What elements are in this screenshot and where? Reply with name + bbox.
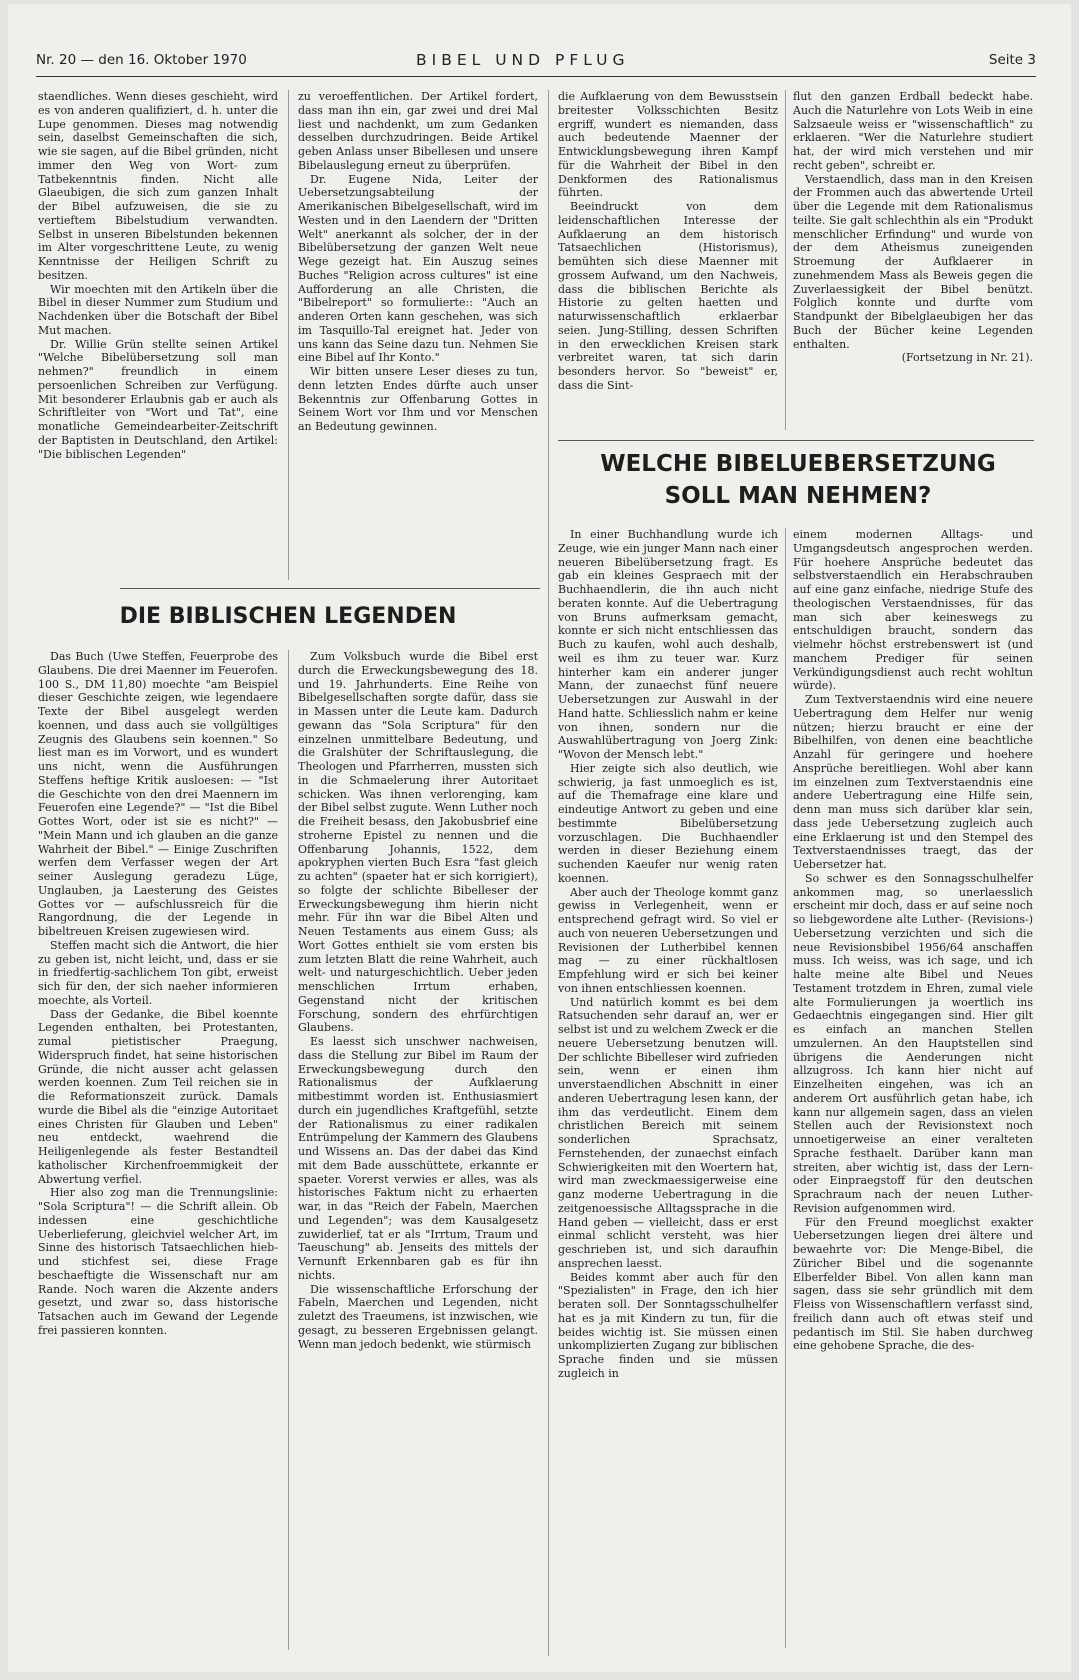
paragraph: Zum Volksbuch wurde die Bibel erst durch die Erweckungsbewegung des 18. und 19. Jahrhunderts. Eine Reihe von Bibelgesellschaften sorgte dafür, dass sie in Massen unter die Leute kam. Dadurch gewann das "Sola Scriptura" für den einzelnen unmittelbare Bedeutung, und die Gralshüter der Schriftauslegung, die Theologen und Pfarrherren, mussten sich in die Schmaelerung ihrer Autoritaet schicken. Was ihnen verlorenging, kam der Bibel selbst zugute. Wenn Luther noch die Freiheit besass, den Jakobusbrief eine stroherne Epistel zu nennen und die Offenbarung Johannis, 1522, dem apokryphen vierten Buch Esra "fast gleich zu achten" (spaeter hat er sich korrigiert), so folgte der schlichte Bibelleser der Erweckungsbewegung ihm hierin nicht mehr. Für ihn war die Bibel Alten und Neuen Testaments aus einem Guss; als Wort Gottes enthielt sie vom ersten bis zum letzten Blatt die reine Wahrheit, auch welt- und naturgeschichtlich. Ueber jeden menschlichen Irrtum erhaben, Gegenstand nicht der kritischen Forschung, sondern des ehrfürchtigen Glaubens. — [298, 650, 538, 1035]
paragraph: zu veroeffentlichen. Der Artikel fordert, dass man ihn ein, gar zwei und drei Mal liest und nachdenkt, um zum Gedanken desselben durchzudringen. Beide Artikel geben Anlass unser Bibellesen und unsere Bibelauslegung erneut zu überprüfen. — [298, 90, 538, 172]
section-rule — [120, 588, 540, 589]
paragraph: die Aufklaerung von dem Bewusstsein breitester Volksschichten Besitz ergriff, wundert es niemanden, dass auch bedeutende Maenner der Entwicklungsbewegung ihren Kampf für die Wahrheit der Bibel in den Denkformen des Rationalismus führten. — [558, 90, 778, 200]
uebersetzung-column-2 — [793, 528, 1033, 1656]
paragraph: Dr. Willie Grün stellte seinen Artikel "Welche Bibelübersetzung soll man nehmen?" freundlich in einem persoenlichen Schreiben zur Verfügung. Mit besonderer Erlaubnis gab er auch als Schriftleiter von "Wort und Tat", eine monatliche Gemeindearbeiter-Zeitschrift der Baptisten in Deutschland, den Artikel: "Die biblischen Legenden" — [38, 337, 278, 461]
paragraph: einem modernen Alltags- und Umgangsdeutsch angesprochen werden. Für hoehere Ansprüche bedeutet das selbstverstaendlich ein Herabschrauben auf eine ganz einfache, niedrige Stufe des theologischen Verstaendnisses, für das man sich aber keineswegs zu entschuldigen braucht, sondern das vielmehr höchst erstrebenswert ist (und manchem Prediger für seinen Verkündigungsdienst auch recht wohltun würde). — [793, 528, 1033, 693]
page-header — [36, 50, 1036, 74]
paragraph: So schwer es den Sonnagsschulhelfer ankommen mag, so unerlaesslich erscheint mir doch, dass er auf seine noch so liebgewordene alte Luther- (Revisions-) Uebersetzung verzichten und sich die neue Revisionsbibel 1956/64 anschaffen muss. Ich weiss, was ich sage, und ich halte meine alte Bibel und Neues Testament trotzdem in Ehren, zumal viele alte Formulierungen ja woertlich ins Gedaechtnis eingegangen sind. Hier gilt es einfach an manchen Stellen umzulernen. An den Hauptstellen sind übrigens die Aenderungen nicht allzugross. Ich kann hier nicht auf Einzelheiten eingehen, was ich an anderem Ort ausführlich getan habe, ich kann nur allgemein sagen, dass an vielen Stellen auch der Revisionstext noch unnoetigerweise an einer veralteten Sprache festhaelt. Darüber kann man streiten, aber wichtig ist, dass der Lern- oder Einpraegstoff für den deutschen Sprachraum nach der neuen Luther-Revision aufgenommen wird. — [793, 871, 1033, 1215]
intro-column-2 — [298, 90, 538, 583]
legenden-continued-column-2 — [793, 90, 1033, 435]
column-divider — [785, 528, 786, 1648]
page-number: Seite 3 — [988, 52, 1036, 68]
paragraph: Für den Freund moeglichst exakter Uebersetzungen liegen drei ältere und bewaehrte vor: Die Menge-Bibel, die Züricher Bibel und die sogenannte Elberfelder Bibel. Von allen kann man sagen, dass sie sehr gründlich mit dem Fleiss von Wissenschaftlern verfasst sind, freilich dann auch oft etwas steif und pedantisch im Stil. Sie haben durchweg eine gehobene Sprache, die des- — [793, 1215, 1033, 1353]
paragraph: staendliches. Wenn dieses geschieht, wird es von anderen qualifiziert, d. h. unter die Lupe genommen. Dieses mag notwendig sein, daselbst Gemeinschaften die sich, wie sie sagen, auf die Bibel gründen, nicht immer den Weg von Wort- zum Tatbekenntnis finden. Nicht alle Glaeubigen, die sich zum ganzen Inhalt der Bibel aufzuweisen, die sie zu vertieftem Bibelstudium verwandten. Selbst in unseren Bibelstunden bekennen im Alter vorgeschrittene Leute, zu wenig Kenntnisse der Heiligen Schrift zu besitzen. — [38, 90, 278, 282]
paragraph: Beides kommt aber auch für den "Spezialisten" in Frage, den ich hier beraten soll. Der Sonntagsschulhelfer hat es ja mit Kindern zu tun, für die beides wichtig ist. Sie müssen einen unkomplizierten Zugang zur biblischen Sprache finden und sie müssen zugleich in — [558, 1270, 778, 1380]
column-divider — [288, 90, 289, 580]
paragraph: Aber auch der Theologe kommt ganz gewiss in Verlegenheit, wenn er entsprechend gefragt wird. So viel er auch von neueren Uebersetzungen und Revisionen der Lutherbibel kennen mag — zu einer rückhaltlosen Empfehlung wird er sich bei keiner von ihnen entschliessen koennen. — [558, 885, 778, 995]
legenden-column-1 — [38, 650, 278, 1656]
paragraph: Das Buch (Uwe Steffen, Feuerprobe des Glaubens. Die drei Maenner im Feuerofen. 100 S., DM 11,80) moechte "am Beispiel dieser Geschichte zeigen, wie legendaere Texte der Bibel ausgelegt werden koennen, und dass auch sie vollgültiges Zeugnis des Glaubens sein koennen." So liest man es im Vorwort, und es wundert uns nicht, wenn die Ausführungen Steffens heftige Kritik ausloesen: — "Ist die Geschichte von den drei Maennern im Feuerofen eine Legende?" — "Ist die Bibel Gottes Wort, oder ist sie es nicht?" — "Mein Mann und ich glauben an die ganze Wahrheit der Bibel." — Einige Zuschriften werfen dem Verfasser wegen der Art seiner Auslegung geradezu Lüge, Unglauben, ja Laesterung des Geistes Gottes vor — aufschlussreich für die Rangordnung, die der Legende in bibeltreuen Kreisen zugewiesen wird. — [38, 650, 278, 938]
column-divider — [785, 90, 786, 430]
paragraph: Hier zeigte sich also deutlich, wie schwierig, ja fast unmoeglich es ist, auf die Themafrage eine klare und eindeutige Antwort zu geben und eine bestimmte Bibelübersetzung vorzuschlagen. Die Buchhaendler werden in dieser Beziehung einem suchenden Kaeufer nur wenig raten koennen. — [558, 761, 778, 885]
paragraph: Beeindruckt von dem leidenschaftlichen Interesse der Aufklaerung an dem historisch Tatsaechlichen (Historismus), bemühten sich diese Maenner mit grossem Aufwand, um den Nachweis, dass die biblischen Berichte als Historie zu gelten haetten und naturwissenschaftlich erklaerbar seien. Jung-Stilling, dessen Schriften in den erwecklichen Kreisen stark verbreitet waren, tat sich darin besonders hervor. So "beweist" er, dass die Sint- — [558, 200, 778, 392]
paragraph: Verstaendlich, dass man in den Kreisen der Frommen auch das abwertende Urteil über die Legende mit dem Rationalismus teilte. Sie galt schlechthin als ein "Produkt menschlicher Erfindung" und wurde von der dem Atheismus zuneigenden Stroemung der Aufklaerer in zunehmendem Mass als Beweis gegen die Zuverlaessigkeit der Bibel benützt. Folglich konnte und durfte vom Standpunkt der Bibelglaeubigen her das Buch der Bücher keine Legenden enthalten. — [793, 172, 1033, 351]
paragraph: Steffen macht sich die Antwort, die hier zu geben ist, nicht leicht, und, dass er sie in friedfertig-sachlichem Ton gibt, erweist sich für den, der sich naeher informieren moechte, als Vorteil. — [38, 938, 278, 1007]
paragraph: flut den ganzen Erdball bedeckt habe. Auch die Naturlehre von Lots Weib in eine Salzsaeule weiss er "wissenschaftlich" zu erklaeren. "Wer die Naturlehre studiert hat, der wird mich verstehen und mir recht geben", schreibt er. — [793, 90, 1033, 172]
headline-uebersetzung — [568, 448, 1028, 512]
newspaper-page — [8, 4, 1071, 1672]
column-divider — [288, 650, 289, 1650]
paragraph: Zum Textverstaendnis wird eine neuere Uebertragung dem Helfer nur wenig nützen; hierzu braucht er eine der Bibelhilfen, von denen eine beachtliche Anzahl für geringere und hoehere Ansprüche bereitliegen. Wohl aber kann im einzelnen zum Textverstaendnis eine andere Uebertragung eine Hilfe sein, denn man muss sich darüber klar sein, dass jede Uebersetzung zugleich auch eine Erklaerung ist und den Stempel des Textverstaendnisses traegt, das der Uebersetzer hat. — [793, 693, 1033, 871]
paragraph: Dass der Gedanke, die Bibel koennte Legenden enthalten, bei Protestanten, zumal pietistischer Praegung, Widerspruch findet, hat seine historischen Gründe, die nicht ausser acht gelassen werden koennen. Zum Teil reichen sie in die Reformationszeit zurück. Damals wurde die Bibel als die "einzige Autoritaet eines Christen für Glauben und Leben" neu entdeckt, waehrend die Heiligenlegende als fester Bestandteil katholischer Kirchenfroemmigkeit der Abwertung verfiel. — [38, 1007, 278, 1186]
paragraph: Es laesst sich unschwer nachweisen, dass die Stellung zur Bibel im Raum der Erweckungsbewegung durch den Rationalismus der Aufklaerung mitbestimmt worden ist. Enthusiasmiert durch ein jugendliches Kraftgefühl, setzte der Rationalismus zu einer radikalen Entrümpelung der Kammern des Glaubens und Wissens an. Das der dabei das Kind mit dem Bade ausschüttete, erkannte er spaeter. Vorerst verwies er alles, was als historisches Faktum nicht zu erhaerten war, in das "Reich der Fabeln, Maerchen und Legenden"; was dem Kausalgesetz zuwiderlief, tat er als "Irrtum, Traum und Taeuschung" ab. Jenseits des mittels der Vernunft Erkennbaren gab es für ihn nichts. — [298, 1035, 538, 1282]
section-rule — [558, 440, 1034, 441]
legenden-column-2 — [298, 650, 538, 1656]
paragraph: Und natürlich kommt es bei dem Ratsuchenden sehr darauf an, wer er selbst ist und zu welchem Zweck er die neuere Uebersetzung benutzen will. Der schlichte Bibelleser wird zufrieden sein, wenn er einen ihm unverstaendlichen Abschnitt in einer anderen Uebertragung lesen kann, der ihm das verdeutlicht. Einem dem christlichen Bereich mit seinem sonderlichen Sprachsatz, Fernstehenden, der zunaechst einfach Schwierigkeiten mit den Woertern hat, wird man zweckmaessigerweise eine ganz moderne Uebertragung in die zeitgenoessische Alltagssprache in die Hand geben — vielleicht, dass er erst einmal schlicht versteht, was hier geschrieben ist, und sich daraufhin ansprechen laesst. — [558, 995, 778, 1270]
headline-line: WELCHE BIBELUEBERSETZUNG — [600, 451, 996, 477]
continuation-note: (Fortsetzung in Nr. 21). — [901, 351, 1033, 365]
issue-date: Nr. 20 — den 16. Oktober 1970 — [36, 52, 247, 68]
legenden-continued-column-1 — [558, 90, 778, 435]
header-rule — [36, 76, 1036, 77]
intro-column-1 — [38, 90, 278, 583]
headline-legenden: DIE BIBLISCHEN LEGENDEN — [119, 604, 457, 629]
paragraph: In einer Buchhandlung wurde ich Zeuge, wie ein junger Mann nach einer neueren Bibelübersetzung fragt. Es gab ein kleines Gespraech mit der Buchhaendlerin, die ihn auch nicht beraten konnte. Auf die Uebertragung von Bruns aufmerksam gemacht, konnte er sich nicht entschliessen das Buch zu kaufen, wohl auch deshalb, weil es ihm zu teuer war. Kurz hinterher kam ein anderer junger Mann, der zunaechst fünf neuere Uebersetzungen zur Auswahl in der Hand hatte. Schliesslich nahm er keine von ihnen, sondern nur die Auswahlübertragung von Joerg Zink: "Wovon der Mensch lebt." — [558, 528, 778, 761]
headline-line: SOLL MAN NEHMEN? — [664, 483, 932, 509]
paragraph: Wir moechten mit den Artikeln über die Bibel in dieser Nummer zum Studium und Nachdenken über die Botschaft der Bibel Mut machen. — [38, 282, 278, 337]
paragraph: Hier also zog man die Trennungslinie: "Sola Scriptura"! — die Schrift allein. Ob indessen eine geschichtliche Ueberlieferung, gleichviel welcher Art, im Sinne des historisch Tatsaechlichen hieb- und stichfest sei, diese Frage beschaeftigte die Wissenschaft nur am Rande. Noch waren die Akzente anders gesetzt, und zwar so, dass historische Tatsachen auch im Gewand der Legende frei passieren konnten. — [38, 1186, 278, 1337]
paragraph: Die wissenschaftliche Erforschung der Fabeln, Maerchen und Legenden, nicht zuletzt des Traeumens, ist inzwischen, wie gesagt, zu besseren Ergebnissen gelangt. Wenn man jedoch bedenkt, wie stürmisch — [298, 1282, 538, 1351]
paragraph: Dr. Eugene Nida, Leiter der Uebersetzungsabteilung der Amerikanischen Bibelgesellschaft, wird im Westen und in den Laendern der "Dritten Welt" anerkannt als solcher, der in der Bibelübersetzung der ganzen Welt neue Wege gezeigt hat. Ein Auszug seines Buches "Religion across cultures" ist eine Aufforderung an alle Christen, die "Bibelreport" so formulierte:: "Auch an anderen Orten kann geschehen, was sich im Tasquillo-Tal ereignet hat. Jeder von uns kann das Seine dazu tun. Nehmen Sie eine Bibel auf Ihr Konto." — [298, 172, 538, 365]
uebersetzung-column-1 — [558, 528, 778, 1656]
column-divider — [548, 90, 549, 1656]
publication-title: BIBEL UND PFLUG — [416, 51, 630, 69]
paragraph: Wir bitten unsere Leser dieses zu tun, denn letzten Endes dürfte auch unser Bekenntnis zur Offenbarung Gottes in Seinem Wort vor Ihm und vor Menschen an Bedeutung gewinnen. — [298, 365, 538, 433]
